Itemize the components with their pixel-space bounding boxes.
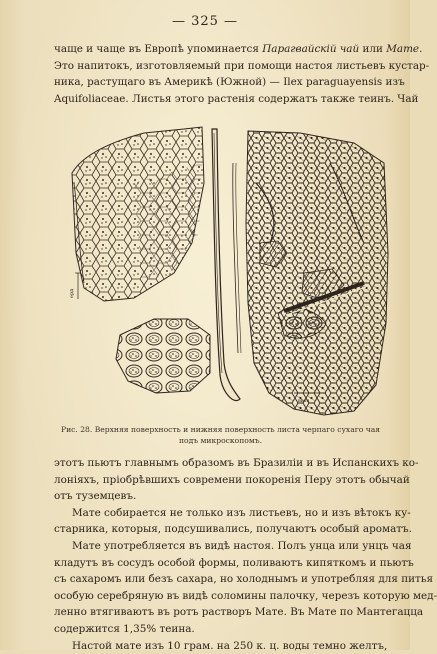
text-line: съ сахаромъ или безъ сахара, но холоднымъ и употребляя для питья [54, 573, 434, 586]
lower-cell-cluster [116, 319, 210, 393]
caption-line: подъ микроскопомъ. [178, 436, 263, 445]
text-line: Настой мате изъ 10 грам. на 250 к. ц. воды темно желтъ, [72, 639, 388, 652]
text-run: чаще и чаще въ Европѣ упоминается [54, 43, 263, 55]
text-line: ника, растущаго въ Америкѣ (Южной) — Ilex paraguayensis изъ [54, 76, 405, 89]
figure-label-left: ерд [69, 288, 75, 298]
text-line: Aquifoliaceae. Листья этого растенія содержатъ также теинъ. Чай [54, 92, 419, 105]
text-line: содержится 1,35% теина. [54, 622, 195, 635]
text-line: Мате употребляется въ видѣ настоя. Полъ унца или унцъ чая [72, 539, 412, 552]
text-line: старника, которыя, подсушивались, получаютъ особый ароматъ. [54, 523, 412, 536]
caption-line: Рис. 28. Верхняя поверхность и нижняя поверхность листа черпаго сухаго чая [60, 425, 381, 434]
text-line: лоніяхъ, пріобрѣвшихъ современи покоренія Перу этотъ обычай [54, 473, 410, 486]
text-line: кладутъ въ сосудъ особой формы, поливаютъ кипяткомъ и пьютъ [54, 556, 414, 569]
text-line: отъ туземцевъ. [54, 490, 137, 503]
italic-term: Мате [386, 43, 420, 55]
text-line: ленно втягиваютъ въ ротъ растворъ Мате. Въ Мате по Мантегацца [54, 606, 424, 619]
figure-label-bottom: ввsu [298, 398, 310, 404]
top-paragraph [54, 41, 430, 107]
text-line: Это напитокъ, изготовляемый при помощи настоя листьевъ кустар- [54, 59, 430, 72]
microscope-illustration [64, 123, 390, 419]
text-run: . [419, 43, 423, 55]
italic-term: Парагвайскій чай [262, 43, 360, 55]
text-line: этотъ пьютъ главнымъ образомъ въ Бразиліи и въ Испанскихъ ко- [54, 457, 419, 469]
text-line [54, 41, 423, 58]
text-run: или [359, 43, 387, 55]
text-line: Мате собирается не только изъ листьевъ, но и изъ вѣтокъ ку- [72, 506, 411, 519]
text-line: особую серебряную въ видѣ соломины палочку, черезъ которую мед- [54, 589, 437, 602]
figure-caption [54, 424, 387, 446]
bottom-paragraphs [54, 455, 437, 654]
page-number: — 325 — [171, 14, 239, 29]
